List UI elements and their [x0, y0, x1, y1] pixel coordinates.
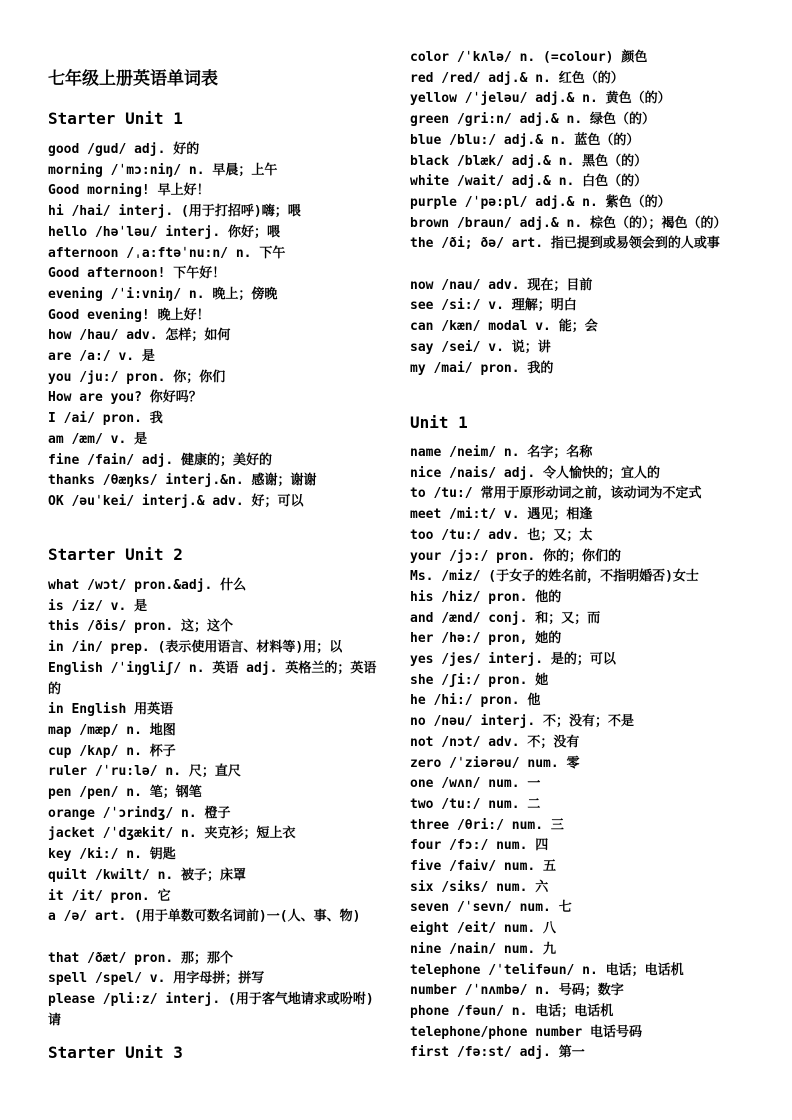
vocab-entry: see /si:/ v. 理解；明白: [410, 298, 577, 314]
vocab-entry: two /tu:/ num. 二: [410, 796, 541, 812]
vocab-entry: first /fə:st/ adj. 第一: [410, 1045, 585, 1061]
vocab-entry: map /mæp/ n. 地图: [48, 722, 176, 738]
vocab-entry: number /ˈnʌmbə/ n. 号码；数字: [410, 983, 624, 999]
vocab-entry: eight /eit/ num. 八: [410, 921, 557, 937]
vocab-entry: three /θri:/ num. 三: [410, 817, 564, 833]
section-heading-starter-unit-1: Starter Unit 1: [48, 109, 183, 128]
vocab-entry: yellow /ˈjeləu/ adj.& n. 黄色（的）: [410, 91, 671, 107]
vocab-entry: zero /ˈziərəu/ num. 零: [410, 755, 580, 771]
vocab-entry: telephone/phone number 电话号码: [410, 1024, 643, 1040]
vocab-entry: spell /spel/ v. 用字母拼；拼写: [48, 971, 265, 987]
vocab-entry: Good evening! 晚上好！: [48, 307, 210, 323]
vocab-entry: good /gud/ adj. 好的: [48, 142, 200, 157]
vocab-entry: red /red/ adj.& n. 红色（的）: [410, 70, 624, 86]
vocab-entry: she /ʃi:/ pron. 她: [410, 672, 549, 688]
vocab-entry: say /sei/ v. 说；讲: [410, 339, 551, 355]
vocab-entry: key /ki:/ n. 钥匙: [48, 847, 176, 863]
vocab-entry: a /ə/ art. (用于单数可数名词前)一(人、事、物): [48, 909, 361, 925]
vocab-entry: pen /pen/ n. 笔；钢笔: [48, 785, 202, 800]
vocab-entry: purple /ˈpə:pl/ adj.& n. 紫色（的）: [410, 194, 671, 210]
vocab-entry: can /kæn/ modal v. 能；会: [410, 319, 598, 335]
vocab-entry: morning /ˈmɔ:niŋ/ n. 早晨；上午: [48, 162, 278, 178]
section-heading-starter-unit-3: Starter Unit 3: [48, 1043, 183, 1062]
vocab-entry: hi /hai/ interj. (用于打招呼)嗨；喂: [48, 204, 301, 220]
vocab-entry: in English 用英语: [48, 702, 174, 718]
vocab-entry: I /ai/ pron. 我: [48, 411, 163, 427]
vocab-entry: please /pli:z/ interj. (用于客气地请求或吩咐)请: [48, 992, 374, 1028]
section-heading-unit-1: Unit 1: [410, 413, 468, 432]
vocab-entry: English /ˈiŋgliʃ/ n. 英语 adj. 英格兰的；英语的: [48, 660, 377, 697]
vocab-entry: How are you? 你好吗？: [48, 390, 202, 406]
vocab-entry: it /it/ pron. 它: [48, 888, 171, 904]
vocab-entry: telephone /ˈtelifəun/ n. 电话；电话机: [410, 962, 684, 978]
vocab-entry: seven /ˈsevn/ num. 七: [410, 900, 572, 916]
vocab-entry: afternoon /ˌa:ftəˈnu:n/ n. 下午: [48, 245, 286, 261]
vocab-entry: you /ju:/ pron. 你；你们: [48, 369, 226, 385]
vocab-entry: phone /fəun/ n. 电话；电话机: [410, 1003, 614, 1019]
vocab-entry: and /ænd/ conj. 和；又；而: [410, 610, 601, 626]
vocab-entry: his /hiz/ pron. 他的: [410, 589, 562, 605]
vocab-entry: orange /ˈɔrindʒ/ n. 橙子: [48, 805, 231, 821]
vocab-entry: my /mai/ pron. 我的: [410, 360, 554, 376]
vocab-entry: Good morning! 早上好！: [48, 183, 210, 199]
vocab-entry: ruler /ˈru:lə/ n. 尺；直尺: [48, 764, 241, 780]
vocab-entry: to /tu:/ 常用于原形动词之前，该动词为不定式: [410, 486, 702, 502]
vocab-entry: thanks /θæŋks/ interj.&n. 感谢；谢谢: [48, 473, 317, 489]
vocab-entry: is /iz/ v. 是: [48, 598, 148, 614]
vocab-entry: that /ðæt/ pron. 那；那个: [48, 950, 234, 966]
vocab-entry: nine /nain/ num. 九: [410, 941, 557, 957]
vocab-entry: no /nəu/ interj. 不；没有；不是: [410, 714, 635, 730]
vocab-entry: Ms. /miz/ (于女子的姓名前，不指明婚否)女士: [410, 569, 699, 585]
vocab-entry: five /faiv/ num. 五: [410, 859, 557, 874]
vocab-entry: green /gri:n/ adj.& n. 绿色（的）: [410, 112, 656, 128]
vocab-entry: am /æm/ v. 是: [48, 431, 148, 447]
vocab-entry: brown /braun/ adj.& n. 棕色（的）；褐色（的）: [410, 215, 727, 231]
vocab-entry: OK /əuˈkei/ interj.& adv. 好；可以: [48, 493, 304, 509]
vocab-entry: this /ðis/ pron. 这；这个: [48, 619, 234, 635]
vocab-entry: fine /fain/ adj. 健康的；美好的: [48, 452, 273, 468]
section-heading-starter-unit-2: Starter Unit 2: [48, 545, 183, 564]
vocab-entry: your /jɔ:/ pron. 你的；你们的: [410, 548, 622, 564]
vocab-entry: too /tu:/ adv. 也；又；太: [410, 527, 593, 543]
vocab-entry: her /hə:/ pron, 她的: [410, 631, 562, 647]
vocab-entry: one /wʌn/ num. 一: [410, 776, 541, 792]
vocab-entry: blue /blu:/ adj.& n. 蓝色（的）: [410, 132, 640, 148]
vocab-entry: cup /kʌp/ n. 杯子: [48, 743, 176, 759]
vocab-entry: jacket /ˈdʒækit/ n. 夹克衫；短上衣: [48, 826, 296, 842]
vocab-entry: the /ði; ðə/ art. 指已提到或易领会到的人或事: [410, 236, 720, 252]
vocab-entry: meet /mi:t/ v. 遇见；相逢: [410, 507, 593, 523]
vocab-entry: now /nau/ adv. 现在；目前: [410, 277, 593, 293]
vocab-entry: what /wɔt/ pron.&adj. 什么: [48, 578, 247, 593]
vocab-entry: hello /həˈləu/ interj. 你好；喂: [48, 224, 281, 240]
vocab-entry: how /hau/ adv. 怎样；如何: [48, 328, 231, 344]
vocab-entry: six /siks/ num. 六: [410, 879, 549, 895]
vocab-entry: yes /jes/ interj. 是的；可以: [410, 652, 616, 667]
page-title: 七年级上册英语单词表: [48, 69, 218, 89]
vocab-entry: in /in/ prep. (表示使用语言、材料等)用；以: [48, 640, 343, 656]
vocab-entry: color /ˈkʌlə/ n. (=colour) 颜色: [410, 50, 648, 65]
vocab-entry: evening /ˈi:vniŋ/ n. 晚上；傍晚: [48, 286, 278, 302]
vocab-entry: not /nɔt/ adv. 不；没有: [410, 734, 580, 750]
vocab-entry: are /a:/ v. 是: [48, 349, 155, 364]
vocab-entry: black /blæk/ adj.& n. 黑色（的）: [410, 153, 648, 169]
vocab-entry: nice /nais/ adj. 令人愉快的；宜人的: [410, 465, 661, 481]
vocab-entry: he /hi:/ pron. 他: [410, 693, 541, 709]
vocab-entry: white /wait/ adj.& n. 白色（的）: [410, 174, 648, 190]
vocab-entry: quilt /kwilt/ n. 被子；床罩: [48, 867, 247, 883]
vocab-entry: Good afternoon! 下午好！: [48, 266, 226, 282]
vocab-entry: name /neim/ n. 名字；名称: [410, 445, 593, 460]
vocab-entry: four /fɔ:/ num. 四: [410, 838, 549, 854]
